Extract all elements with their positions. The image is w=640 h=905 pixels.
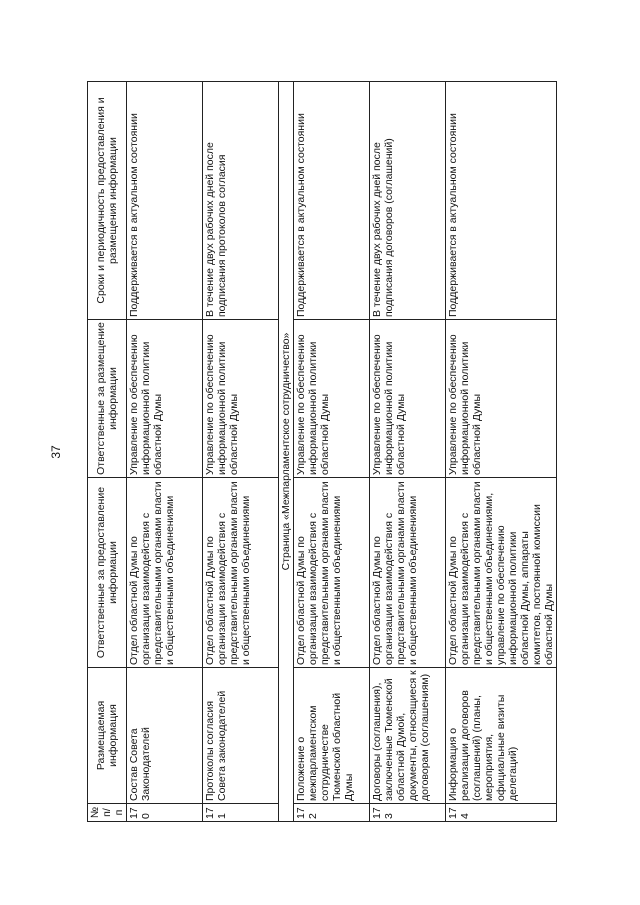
row-terms: Поддерживается в актуальном состоянии — [294, 82, 370, 320]
row-terms: Поддерживается в актуальном состоянии — [127, 82, 203, 320]
row-info: Протоколы согласия Совета законодателей — [203, 668, 279, 804]
row-publisher: Управление по обеспечению информационной политики областной Думы — [446, 320, 557, 478]
table-header-row — [88, 82, 127, 822]
row-number: 171 — [203, 804, 279, 822]
row-provider: Отдел областной Думы по организации взаимодействия с представительными органами власти и общественными объединениями — [127, 478, 203, 668]
row-provider: Отдел областной Думы по организации взаимодействия с представительными органами власти и общественными объединениями — [294, 478, 370, 668]
row-publisher: Управление по обеспечению информационной политики областной Думы — [127, 320, 203, 478]
row-provider: Отдел областной Думы по организации взаимодействия с представительными органами власти и общественными объединениями, управление по обеспечению информационной политики областной Думы, аппараты комитетов, постоянной комиссии областной Думы — [446, 478, 557, 668]
table-row — [127, 82, 203, 822]
table-row — [370, 82, 446, 822]
row-info: Информация о реализации договоров (соглашений) (планы, мероприятия, официальные визиты делегаций) — [446, 668, 557, 804]
section-row — [279, 82, 294, 822]
rotated-table-container — [87, 82, 555, 822]
header-terms: Сроки и периодичность предоставления и размещения информации — [88, 82, 127, 320]
table-row — [446, 82, 557, 822]
row-info: Положение о межпарламентском сотрудничестве Тюменской областной Думы — [294, 668, 370, 804]
row-info: Состав Совета Законодателей — [127, 668, 203, 804]
row-number: 174 — [446, 804, 557, 822]
header-publisher: Ответственные за размещение информации — [88, 320, 127, 478]
header-info: Размещаемая информация — [88, 668, 127, 804]
row-terms: В течение двух рабочих дней после подписания договоров (соглашений) — [370, 82, 446, 320]
row-number: 173 — [370, 804, 446, 822]
row-provider: Отдел областной Думы по организации взаимодействия с представительными органами власти и общественными объединениями — [203, 478, 279, 668]
page-number: 37 — [49, 445, 63, 459]
row-number: 170 — [127, 804, 203, 822]
row-provider: Отдел областной Думы по организации взаимодействия с представительными органами власти и общественными объединениями — [370, 478, 446, 668]
row-info: Договоры (соглашения), заключенные Тюменской областной Думой, документы, относящиеся к договорам (соглашениям) — [370, 668, 446, 804]
header-num: № п/п — [88, 804, 127, 822]
row-terms: Поддерживается в актуальном состоянии — [446, 82, 557, 320]
header-provider: Ответственные за предоставление информации — [88, 478, 127, 668]
table-row — [203, 82, 279, 822]
row-terms: В течение двух рабочих дней после подписания протоколов согласия — [203, 82, 279, 320]
section-title: Страница «Межпарламентское сотрудничество» — [279, 82, 294, 822]
information-table — [87, 81, 557, 822]
row-publisher: Управление по обеспечению информационной политики областной Думы — [370, 320, 446, 478]
table-row — [294, 82, 370, 822]
row-publisher: Управление по обеспечению информационной политики областной Думы — [294, 320, 370, 478]
row-number: 172 — [294, 804, 370, 822]
row-publisher: Управление по обеспечению информационной политики областной Думы — [203, 320, 279, 478]
